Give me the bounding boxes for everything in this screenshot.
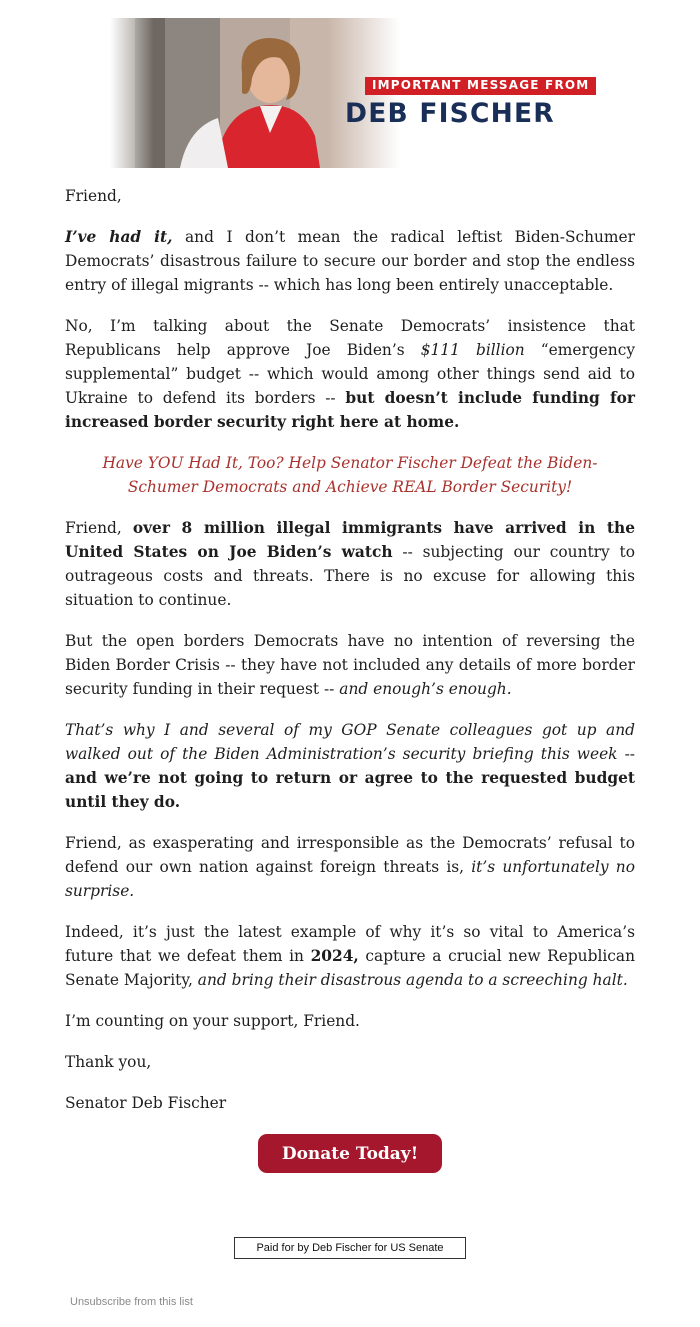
p2-amount: $111 billion [420,341,525,359]
p2-bold: but doesn’t include funding for increased border security right here at home. [65,389,636,431]
paragraph-6 [65,831,635,903]
paragraph-3 [65,516,635,612]
paid-for-disclaimer: Paid for by Deb Fischer for US Senate [234,1237,466,1259]
important-message-badge: IMPORTANT MESSAGE FROM [365,77,596,95]
sender-name-heading: DEB FISCHER [345,98,555,129]
p6-text: Friend, as exasperating and irresponsible as the Democrats’ refusal to defend our own nation against foreign threats is, [65,834,635,876]
p6-italic: it’s unfortunately no surprise. [65,858,635,900]
header-banner [110,18,615,168]
p7-italic: and bring their disastrous agenda to a screeching halt. [197,971,628,989]
p5-bold: and we’re not going to return or agree to the requested budget until they do. [65,769,635,811]
message-body [65,184,635,1132]
candidate-photo [110,18,400,168]
p3-text-a: Friend, [65,519,133,537]
paragraph-7 [65,920,635,992]
signoff: Thank you, [65,1053,152,1071]
p1-text: and I don’t mean the radical leftist Biden-Schumer Democrats’ disastrous failure to secure our border and stop the endless entry of illegal migrants -- which has long been entirely unacceptable. [65,228,635,294]
paragraph-8: I’m counting on your support, Friend. [65,1012,360,1030]
callout-headline: Have YOU Had It, Too? Help Senator Fischer Defeat the Biden-Schumer Democrats and Achieve REAL Border Security! [102,454,598,496]
p7-year: 2024, [310,947,359,965]
p2-text-b: “emergency supplemental” budget -- which would among other things send aid to Ukraine to defend its borders -- [65,341,636,407]
p3-text-b: -- subjecting our country to outrageous costs and threats. There is no excuse for allowing this situation to continue. [65,543,635,609]
p5-text: -- [617,745,635,763]
paragraph-1 [65,225,635,297]
p4-text: But the open borders Democrats have no intention of reversing the Biden Border Crisis -- they have not included any details of more border security funding in their request -- [65,632,635,698]
p5-italic: That’s why I and several of my GOP Senate colleagues got up and walked out of the Biden Administration’s security briefing this week [65,721,635,763]
unsubscribe-link[interactable]: Unsubscribe from this list [70,1296,193,1308]
p1-lead: I’ve had it, [65,228,173,246]
greeting: Friend, [65,187,122,205]
paragraph-5 [65,718,635,814]
paragraph-4 [65,629,635,701]
signature: Senator Deb Fischer [65,1094,227,1112]
p2-text-a: No, I’m talking about the Senate Democrats’ insistence that Republicans help approve Joe Biden’s [65,317,635,359]
p4-italic: and enough’s enough. [339,680,512,698]
p3-bold: over 8 million illegal immigrants have arrived in the United States on Joe Biden’s watch [65,519,635,561]
paragraph-2 [65,314,635,434]
p7-text-b: capture a crucial new Republican Senate Majority, [65,947,636,989]
banner-text [345,74,615,131]
p7-text-a: Indeed, it’s just the latest example of why it’s so vital to America’s future that we defeat them in [65,923,635,965]
donate-button[interactable]: Donate Today! [258,1134,442,1173]
